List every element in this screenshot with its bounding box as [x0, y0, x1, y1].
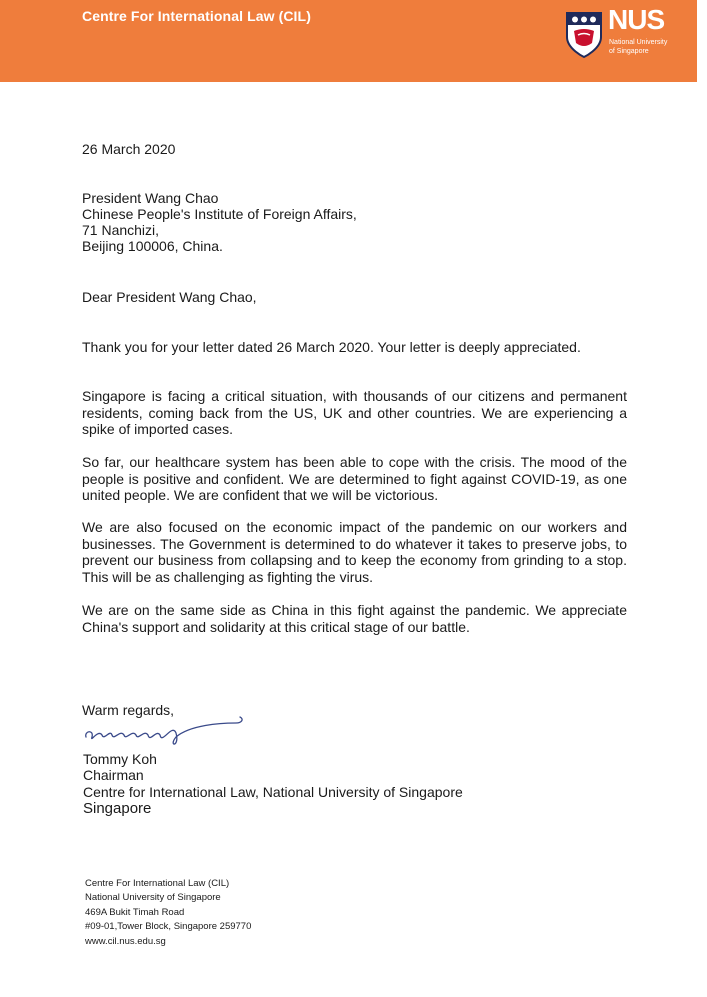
footer-address	[85, 877, 251, 949]
letterhead-banner	[0, 0, 697, 82]
salutation: Dear President Wang Chao,	[82, 289, 257, 305]
footer-website-link[interactable]: www.cil.nus.edu.sg	[85, 935, 166, 947]
footer-line: #09-01,Tower Block, Singapore 259770	[85, 921, 252, 933]
letterhead-title: Centre For International Law (CIL)	[82, 8, 311, 24]
footer-line: National University of Singapore	[85, 892, 221, 904]
signer-name: Tommy Koh	[83, 751, 157, 767]
handwritten-signature	[80, 713, 250, 749]
letter-date: 26 March 2020	[82, 141, 176, 157]
signer-title: Chairman	[83, 767, 144, 783]
recipient-city: Beijing 100006, China.	[82, 238, 223, 254]
recipient-org: Chinese People's Institute of Foreign Affairs,	[82, 206, 357, 222]
letter-paragraph: We are on the same side as China in this fight against the pandemic. We appreciate China's support and solidarity at this critical stage of our battle.	[82, 602, 627, 635]
recipient-name: President Wang Chao	[82, 190, 219, 206]
closing: Warm regards,	[82, 702, 175, 718]
signer-country: Singapore	[83, 800, 152, 817]
nus-logo-subtitle: National University of Singapore	[609, 39, 668, 55]
recipient-street: 71 Nanchizi,	[82, 222, 160, 238]
nus-logo-wordmark: NUS	[608, 4, 665, 35]
footer-line: 469A Bukit Timah Road	[85, 906, 185, 918]
letter-paragraph: Singapore is facing a critical situation, with thousands of our citizens and permanent residents, coming back from the US, UK and other countries. We are experiencing a spike of imported cases.	[82, 388, 627, 437]
letter-paragraph: We are also focused on the economic impact of the pandemic on our workers and businesses. The Government is determined to do whatever it takes to preserve jobs, to prevent our business from collapsing and to keep the economy from grinding to a stop. This will be as challenging as fighting the virus.	[82, 519, 627, 585]
footer-line: Centre For International Law (CIL)	[85, 878, 230, 889]
letter-paragraph: So far, our healthcare system has been able to cope with the crisis. The mood of the people is positive and confident. We are determined to fight against COVID-19, as one united people. We are confident that we will be victorious.	[82, 454, 627, 503]
nus-crest-icon	[565, 11, 603, 59]
letter-paragraph: Thank you for your letter dated 26 March 2020. Your letter is deeply appreciated.	[82, 339, 581, 355]
signer-org: Centre for International Law, National University of Singapore	[83, 784, 463, 800]
